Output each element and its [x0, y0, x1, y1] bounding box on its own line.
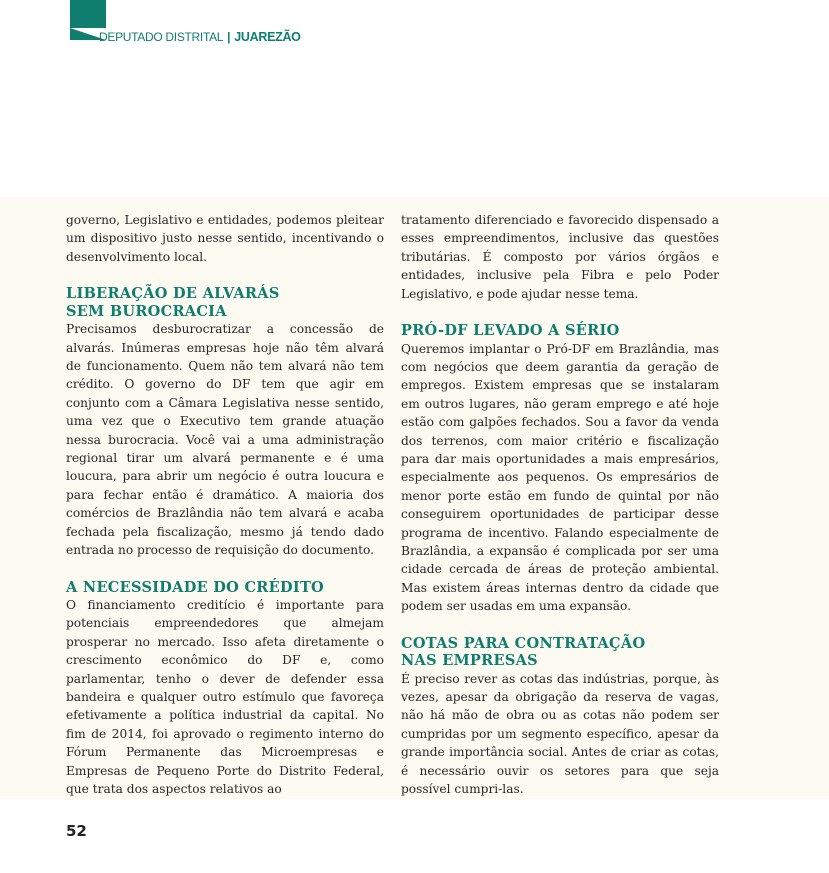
left-column — [66, 211, 384, 798]
section-heading-alvaras — [66, 285, 384, 320]
heading-line: COTAS PARA CONTRATAÇÃO — [401, 634, 646, 652]
heading-line: NAS EMPRESAS — [401, 652, 538, 670]
section-body-credito: O financiamento creditício é importante para potenciais empreendedores que almejam prosperar no mercado. Isso afeta diretamente o crescimento econômico do DF e, como parlamentar, tenho o dever de defender essa bandeira e qualquer outro estímulo que favoreça efetivamente a política industrial da capital. No fim de 2014, foi aprovado o regimento interno do Fórum Permanente das Microempresas e Empresas de Pequeno Porte do Distrito Federal, que trata dos aspectos relativos ao — [66, 598, 384, 797]
right-intro-paragraph: tratamento diferenciado e favorecido dispensado a esses empreendimentos, inclusive das questões tributárias. É composto por vários órgãos e entidades, inclusive pela Fibra e pelo Poder Legislativo, e pode ajudar nesse tema. — [401, 213, 719, 301]
section-body-pro-df: Queremos implantar o Pró-DF em Brazlândia, mas com negócios que deem garantia da geração de empregos. Existem empresas que se instalaram em outros lugares, não geram emprego e até hoje estão com galpões fechados. Sou a favor da venda dos terrenos, com maior critério e fiscalização para dar mais oportunidades a mais empresários, especialmente aos pequenos. Os empresários de menor porte estão em fundo de quintal por não conseguirem oportunidades de participar desse programa de incentivo. Falando especialmente de Brazlândia, a expansão é complicada por ser uma cidade cercada de áreas de proteção ambiental. Mas existem áreas internas dentro da cidade que podem ser usadas em uma expansão. — [401, 341, 719, 614]
left-intro-paragraph: governo, Legislativo e entidades, podemos pleitear um dispositivo justo nesse sentido, incentivando o desenvolvimento local. — [66, 213, 384, 264]
section-heading-cotas — [401, 635, 719, 670]
header-separator: | — [227, 30, 231, 44]
running-header — [99, 30, 301, 44]
header-name: JUAREZÃO — [234, 30, 301, 44]
heading-line: LIBERAÇÃO DE ALVARÁS — [66, 285, 280, 303]
section-body-cotas: É preciso rever as cotas das indústrias, porque, às vezes, apesar da obrigação da reserva de vagas, não há mão de obra ou as cotas não podem ser cumpridas por um segmento específico, apesar da grande importância social. Antes de criar as cotas, é necessário ouvir os setores para que seja possível cumpri-las. — [401, 671, 719, 797]
section-heading-credito: A NECESSIDADE DO CRÉDITO — [66, 578, 324, 596]
section-body-alvaras: Precisamos desburocratizar a concessão de alvarás. Inúmeras empresas hoje não têm alvará de funcionamento. Quem não tem alvará não tem crédito. O governo do DF tem que agir em conjunto com a Câmara Legislativa nesse sentido, uma vez que o Executivo tem grande atuação nessa burocracia. Você vai a uma administração regional tirar um alvará permanente e é uma loucura, para abrir um negócio é outra loucura e para fechar então é dramático. A maioria dos comércios de Brazlândia não tem alvará e acaba fechada pela fiscalização, mesmo já tendo dado entrada no processo de requisição do documento. — [66, 322, 384, 558]
right-column — [401, 211, 719, 798]
page-number: 52 — [66, 822, 87, 840]
section-heading-pro-df: PRÓ-DF LEVADO A SÉRIO — [401, 322, 620, 340]
heading-line: SEM BUROCRACIA — [66, 302, 227, 320]
header-section: DEPUTADO DISTRITAL — [99, 30, 224, 44]
